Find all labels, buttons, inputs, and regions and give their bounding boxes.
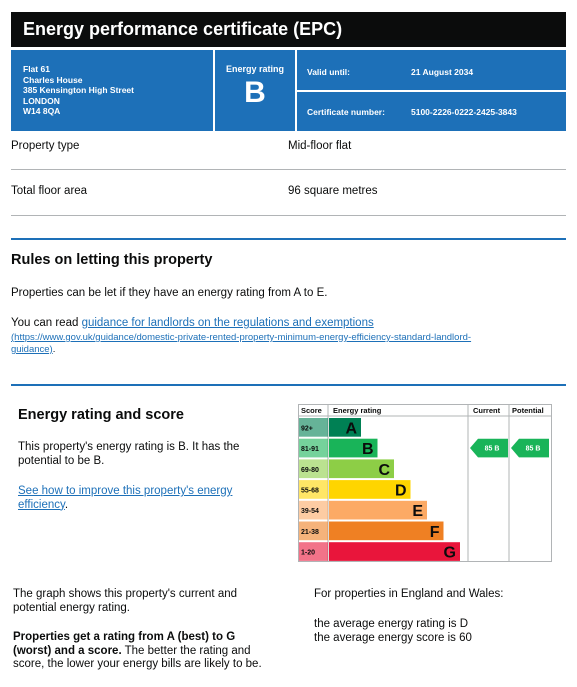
energy-rating-label: Energy rating (225, 64, 284, 74)
property-address (11, 50, 213, 131)
divider (297, 90, 566, 92)
band-score-range: 55-68 (301, 487, 319, 495)
chart-header-potential: Potential (512, 406, 544, 415)
average-stats (314, 618, 472, 645)
certificate-number-label: Certificate number: (307, 107, 385, 117)
chart-header-score: Score (301, 406, 322, 415)
band-letter-c: C (378, 461, 390, 479)
chart-header-rating: Energy rating (333, 406, 382, 415)
guidance-suffix: . (52, 344, 56, 355)
band-bar-g (329, 542, 460, 561)
average-heading: For properties in England and Wales: (314, 588, 504, 600)
address-line: 385 Kensington High Street (23, 85, 134, 95)
valid-until-label: Valid until: (307, 67, 350, 77)
guidance-prefix: You can read (11, 317, 79, 329)
improve-efficiency-link-line2[interactable]: efficiency (18, 498, 65, 511)
page-title: Energy performance certificate (EPC) (11, 12, 566, 47)
improve-efficiency-link-line1[interactable]: See how to improve this property's energy (18, 485, 233, 497)
energy-rating-letter: B (244, 76, 266, 109)
guidance-url-line2[interactable]: guidance) (11, 344, 53, 355)
energy-rating-text (18, 441, 239, 468)
property-type-row (11, 139, 566, 170)
average-score: the average energy score is 60 (314, 631, 472, 644)
band-score-range: 69-80 (301, 466, 319, 474)
address-line: Flat 61 (23, 64, 50, 74)
graph-description (13, 588, 237, 615)
rating-explanation-bold: Properties get a rating from A (best) to G (13, 631, 236, 643)
chart-header-current: Current (473, 406, 501, 415)
band-letter-g: G (443, 544, 456, 562)
property-type-label: Property type (11, 140, 80, 152)
rating-explanation-text: score, the lower your energy bills are likely to be. (13, 658, 262, 670)
landlord-guidance-link[interactable]: guidance for landlords on the regulations and exemptions (81, 317, 374, 329)
graph-text-line: The graph shows this property's current and (13, 588, 238, 600)
current-rating-label: 85 B (484, 445, 500, 453)
epc-chart-svg (298, 404, 552, 562)
band-letter-b: B (361, 441, 374, 459)
band-score-range: 81-91 (301, 446, 319, 454)
address-line: LONDON (23, 95, 60, 106)
section-divider (11, 384, 566, 386)
band-letter-e: E (412, 503, 423, 521)
address-line: Charles House (23, 74, 83, 85)
property-type-value: Mid-floor flat (288, 140, 352, 152)
graph-text-line: potential energy rating. (13, 601, 130, 614)
band-score-range: 1-20 (301, 549, 316, 557)
letting-heading: Rules on letting this property (11, 252, 213, 268)
energy-rating-box (215, 50, 295, 131)
floor-area-label: Total floor area (11, 185, 88, 197)
rating-explanation-bold: (worst) and a score. (13, 644, 122, 657)
rating-explanation (13, 631, 262, 672)
band-score-range: 39-54 (301, 508, 319, 516)
improve-suffix: . (64, 498, 69, 511)
certificate-header (11, 50, 566, 131)
band-score-range: 21-38 (301, 528, 319, 536)
floor-area-value: 96 square metres (288, 185, 378, 197)
band-bar-f (329, 522, 444, 541)
energy-text-line: potential to be B. (18, 454, 105, 467)
band-score-range: 92+ (301, 425, 313, 433)
guidance-url[interactable] (11, 332, 471, 356)
rating-explanation-text: The better the rating and (121, 644, 251, 657)
floor-area-row (11, 185, 566, 216)
band-letter-a: A (345, 420, 357, 438)
potential-rating-label: 85 B (525, 445, 541, 453)
energy-heading: Energy rating and score (18, 407, 184, 423)
address-line: W14 8QA (23, 106, 61, 116)
guidance-url-line1[interactable]: (https://www.gov.uk/guidance/domestic-private-rented-property-minimum-energy-efficiency-standard-landlord- (11, 332, 472, 343)
band-letter-f: F (429, 523, 440, 541)
certificate-number-value: 5100-2226-0222-2425-3843 (411, 107, 517, 117)
improve-efficiency[interactable] (18, 485, 232, 512)
band-letter-d: D (394, 482, 407, 500)
valid-until-value: 21 August 2034 (411, 67, 474, 77)
energy-text-line: This property's energy rating is B. It has the (18, 441, 240, 453)
letting-text: Properties can be let if they have an energy rating from A to E. (11, 287, 328, 299)
epc-chart (298, 404, 552, 567)
section-divider (11, 238, 566, 240)
average-rating: the average energy rating is D (314, 618, 469, 630)
letting-guidance-text (11, 317, 374, 331)
